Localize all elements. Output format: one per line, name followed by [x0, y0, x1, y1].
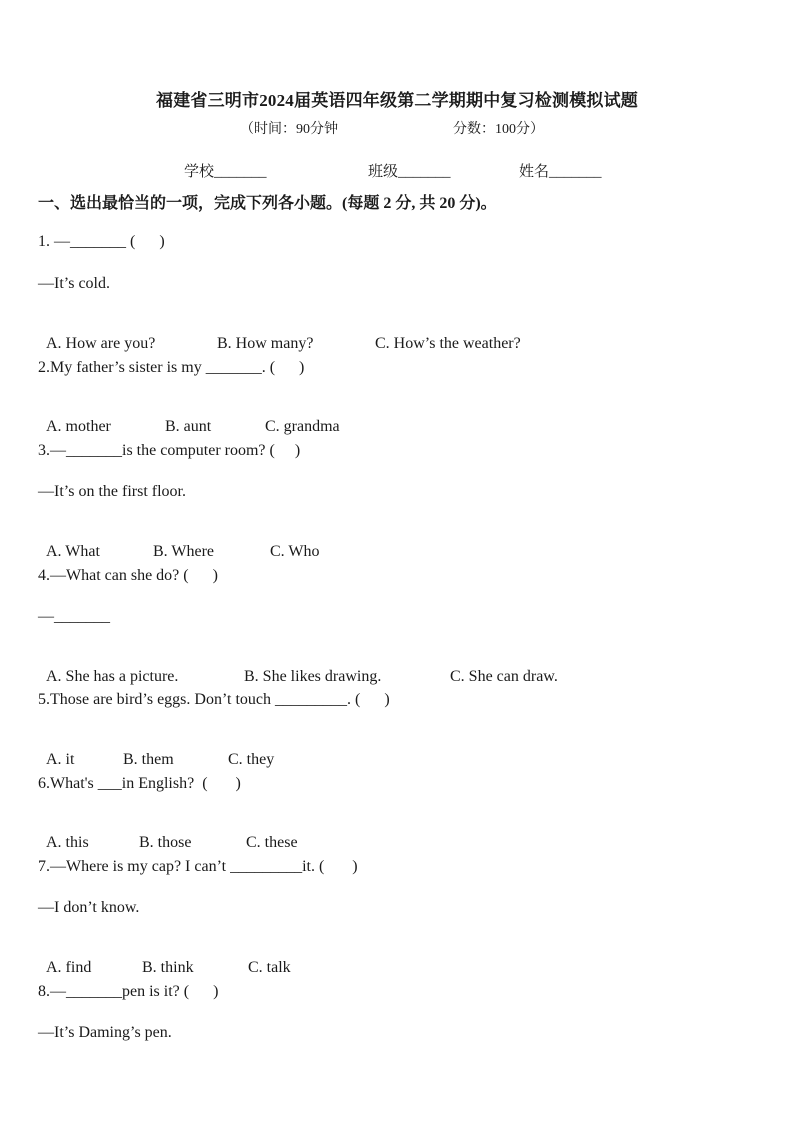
- option-b: B. Where: [153, 543, 215, 560]
- question-4-stem: 4.—What can she do? ( ): [38, 567, 218, 584]
- question-7-options: [38, 941, 291, 977]
- option-a: A. How are you?: [46, 335, 156, 352]
- option-c: C. grandma: [265, 418, 340, 435]
- question-3-reply: —It’s on the first floor.: [38, 483, 186, 500]
- question-3-options: [38, 525, 319, 561]
- exam-title: 福建省三明市2024届英语四年级第二学期期中复习检测模拟试题: [156, 91, 638, 110]
- exam-score: 分数：100分）: [453, 122, 544, 137]
- question-2-stem: 2.My father’s sister is my _______. ( ): [38, 359, 305, 376]
- question-8-reply: —It’s Daming’s pen.: [38, 1024, 172, 1041]
- option-a: A. it: [46, 751, 75, 768]
- option-a: A. She has a picture.: [46, 668, 179, 685]
- question-6-stem: 6.What's ___in English? ( ): [38, 775, 241, 792]
- option-a: A. this: [46, 834, 89, 851]
- question-4-reply: —_______: [38, 608, 110, 625]
- option-c: C. She can draw.: [450, 668, 558, 685]
- option-b: B. those: [139, 834, 192, 851]
- question-5-options: [38, 733, 274, 769]
- question-4-options: [38, 650, 558, 686]
- option-c: C. How’s the weather?: [375, 335, 521, 352]
- option-b: B. She likes drawing.: [244, 668, 382, 685]
- question-1-stem: 1. —_______ ( ): [38, 233, 165, 250]
- name-field: 姓名_______: [519, 164, 602, 180]
- option-c: C. these: [246, 834, 298, 851]
- option-b: B. think: [142, 959, 194, 976]
- question-6-options: [38, 816, 298, 852]
- option-b: B. aunt: [165, 418, 212, 435]
- option-a: A. What: [46, 543, 100, 560]
- section-heading: 一、选出最恰当的一项，完成下列各小题。(每题 2 分, 共 20 分)。: [38, 195, 497, 212]
- question-1-options: [38, 317, 521, 353]
- option-c: C. talk: [248, 959, 291, 976]
- option-b: B. them: [123, 751, 174, 768]
- exam-time: （时间：90分钟: [240, 122, 338, 137]
- question-2-options: [38, 400, 340, 436]
- option-b: B. How many?: [217, 335, 314, 352]
- class-field: 班级_______: [368, 164, 451, 180]
- question-1-reply: —It’s cold.: [38, 275, 110, 292]
- question-7-reply: —I don’t know.: [38, 899, 140, 916]
- option-a: A. mother: [46, 418, 111, 435]
- question-8-stem: 8.—_______pen is it? ( ): [38, 983, 219, 1000]
- option-c: C. Who: [270, 543, 320, 560]
- school-field: 学校_______: [184, 164, 267, 180]
- question-5-stem: 5.Those are bird’s eggs. Don’t touch _________. ( ): [38, 691, 390, 708]
- option-a: A. find: [46, 959, 92, 976]
- question-3-stem: 3.—_______is the computer room? ( ): [38, 442, 301, 459]
- option-c: C. they: [228, 751, 275, 768]
- question-7-stem: 7.—Where is my cap? I can’t _________it. ( ): [38, 858, 358, 875]
